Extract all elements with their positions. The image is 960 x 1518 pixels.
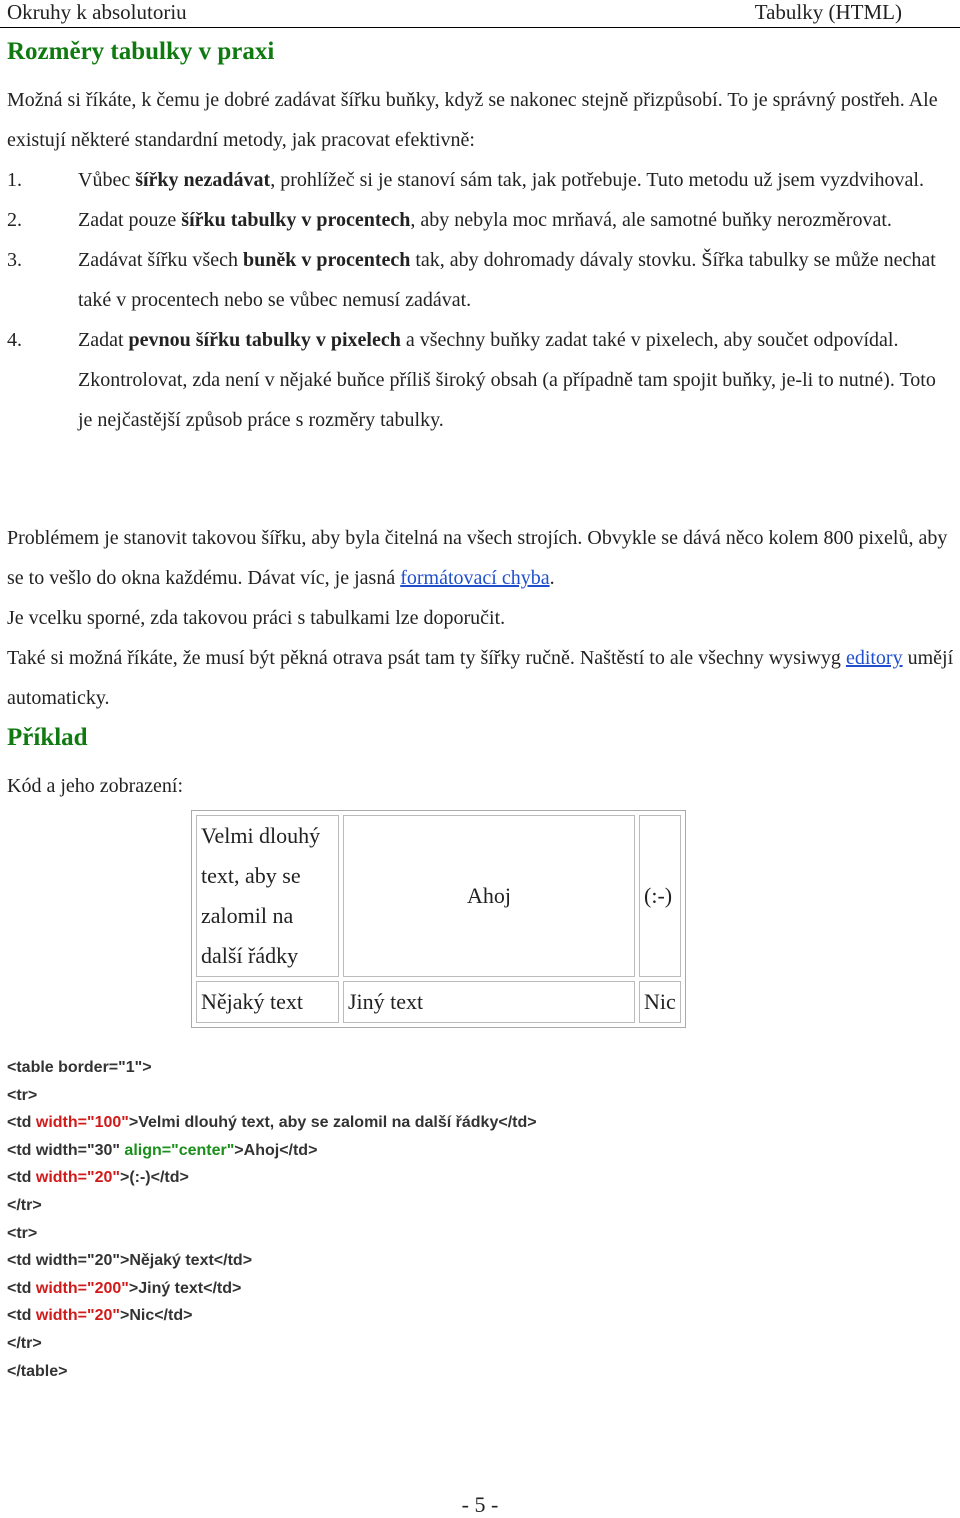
table-cell: Nic — [639, 981, 681, 1023]
list-item: 4. Zadat pevnou šířku tabulky v pixelech a všechny buňky zadat také v pixelech, aby součet odpovídal. Zkontrolovat, zda není v nějaké buňce příliš široký obsah (a případně tam spojit buňky, je-li to nutné). Toto je nejčastější způsob práce s rozměry tabulky. — [7, 329, 936, 431]
page-header — [0, 0, 960, 28]
page-number: - 5 - — [461, 1492, 499, 1517]
problem-paragraph: Problémem je stanovit takovou šířku, aby byla čitelná na všech strojích. Obvykle se dává něco kolem 800 pixelů, aby se to vešlo do okna každému. Dávat víc, je jasná formátovací chyba. — [7, 527, 948, 589]
formatting-error-link[interactable]: formátovací chyba — [400, 567, 550, 589]
list-item: 1. Vůbec šířky nezadávat, prohlížeč si je stanoví sám tak, jak potřebuje. Tuto metodu už jsem vyzdvihoval. — [7, 169, 924, 191]
code-line: <td width="20">Nic</td> — [7, 1307, 193, 1325]
code-line: <td width="20">Nějaký text</td> — [7, 1252, 253, 1270]
table-row — [196, 981, 681, 1023]
code-line: <td width="200">Jiný text</td> — [7, 1279, 242, 1297]
code-line: <td width="100">Velmi dlouhý text, aby se zalomil na další řádky</td> — [7, 1114, 537, 1132]
table-cell: Nějaký text — [196, 981, 339, 1023]
code-line: </table> — [7, 1362, 68, 1380]
table-cell: Ahoj — [343, 815, 635, 977]
header-topic: Tabulky (HTML) — [754, 0, 902, 24]
list-item: 3. Zadávat šířku všech buněk v procentech tak, aby dohromady dávaly stovku. Šířka tabulky se může nechat také v procentech nebo se vůbec nemusí zadávat. — [7, 249, 936, 311]
code-line: <td width="30" align="center">Ahoj</td> — [7, 1141, 318, 1159]
table-row — [196, 815, 681, 977]
intro-paragraph: Možná si říkáte, k čemu je dobré zadávat šířku buňky, když se nakonec stejně přizpůsobí. To je správný postřeh. Ale existují některé standardní metody, jak pracovat efektivně: — [7, 89, 938, 151]
section-heading-table-sizes: Rozměry tabulky v praxi — [7, 38, 275, 65]
table-cell: (:-) — [639, 815, 681, 977]
table-cell: Jiný text — [343, 981, 635, 1023]
example-table — [191, 810, 686, 1028]
editors-link[interactable]: editory — [845, 647, 903, 669]
controversial-paragraph: Je vcelku sporné, zda takovou práci s tabulkami lze doporučit. — [7, 607, 506, 629]
methods-list — [7, 160, 952, 440]
list-item: 2. Zadat pouze šířku tabulky v procentech, aby nebyla moc mrňavá, ale samotné buňky nerozměrovat. — [7, 209, 892, 231]
header-course-title: Okruhy k absolutoriu — [7, 0, 187, 24]
example-caption: Kód a jeho zobrazení: — [7, 775, 184, 797]
code-line: <tr> — [7, 1086, 38, 1104]
editors-paragraph: Také si možná říkáte, že musí být pěkná otrava psát tam ty šířky ručně. Naštěstí to ale všechny wysiwyg editory umějí automaticky. — [7, 647, 954, 709]
table-cell: Velmi dlouhý text, aby se zalomil na další řádky — [196, 815, 339, 977]
code-line: <table border="1"> — [7, 1059, 152, 1076]
code-listing — [7, 1054, 537, 1385]
code-line: <td width="20">(:-)</td> — [7, 1169, 189, 1187]
code-line: </tr> — [7, 1196, 42, 1214]
section-heading-example: Příklad — [7, 724, 88, 751]
code-line: </tr> — [7, 1334, 42, 1352]
code-line: <tr> — [7, 1224, 38, 1242]
